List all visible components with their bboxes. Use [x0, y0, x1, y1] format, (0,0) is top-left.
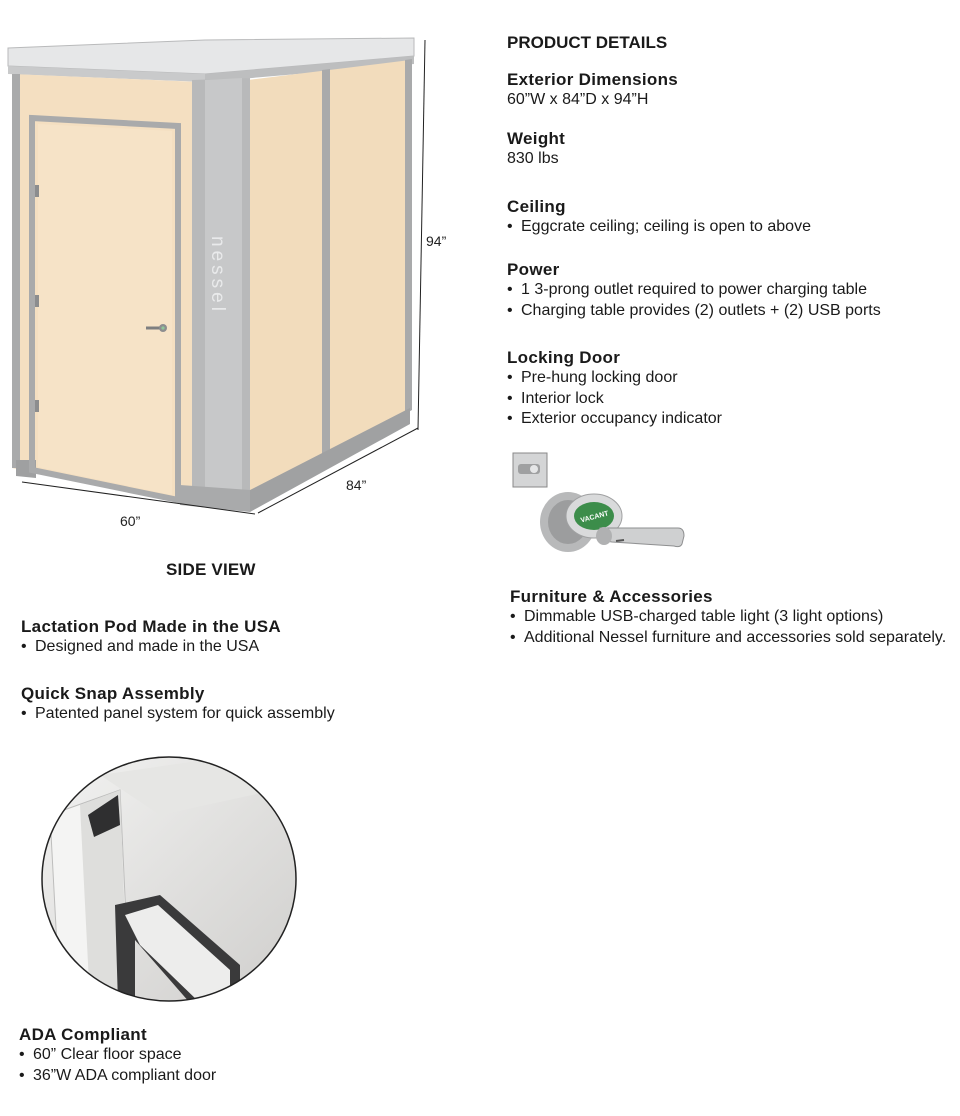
list-item: • Eggcrate ceiling; ceiling is open to above — [507, 218, 811, 235]
list-item: • 1 3-prong outlet required to power charging table — [507, 281, 867, 298]
section-heading: Furniture & Accessories — [510, 587, 713, 606]
section-heading: Power — [507, 260, 560, 279]
product-details-title: PRODUCT DETAILS — [507, 33, 668, 52]
section-locking-door — [507, 348, 722, 430]
section-heading: Ceiling — [507, 197, 566, 216]
dim-width: 60” — [120, 513, 141, 529]
section-heading: Exterior Dimensions — [507, 70, 679, 89]
section-heading: ADA Compliant — [19, 1025, 147, 1044]
door-lock-image — [512, 452, 692, 572]
panel-detail-image — [40, 755, 298, 1003]
section-weight — [507, 129, 565, 170]
pod-illustration — [0, 30, 470, 530]
side-view-label: SIDE VIEW — [166, 560, 256, 579]
section-ceiling — [507, 197, 811, 238]
list-item: • Pre-hung locking door — [507, 369, 678, 386]
section-ada-compliant — [19, 1025, 216, 1086]
section-furniture-accessories — [510, 587, 950, 648]
dim-depth: 84” — [346, 477, 367, 493]
list-item: • Designed and made in the USA — [21, 638, 260, 655]
list-item: • Interior lock — [507, 389, 604, 407]
section-heading: Weight — [507, 129, 566, 148]
section-quick-snap-assembly — [21, 684, 335, 725]
section-heading: Lactation Pod Made in the USA — [21, 617, 281, 636]
section-heading: Locking Door — [507, 348, 621, 367]
section-power — [507, 260, 881, 321]
list-item: • Dimmable USB-charged table light (3 light options) — [510, 608, 884, 625]
section-text: 830 lbs — [507, 150, 559, 167]
section-heading: Quick Snap Assembly — [21, 684, 205, 703]
pod-brand-text: nessel — [207, 236, 228, 315]
section-made-in-usa — [21, 617, 281, 658]
list-item: • Charging table provides (2) outlets + (2) USB ports — [507, 301, 881, 319]
dim-height: 94” — [426, 233, 447, 249]
list-item: • 36”W ADA compliant door — [19, 1066, 217, 1084]
list-item: • Exterior occupancy indicator — [507, 410, 722, 427]
section-exterior-dimensions — [507, 70, 678, 111]
list-item: • 60” Clear floor space — [19, 1046, 182, 1063]
list-item: • Patented panel system for quick assembly — [21, 705, 335, 722]
vacant-indicator: VACANT — [579, 510, 610, 525]
list-item: • Additional Nessel furniture and accessories sold separately. — [510, 628, 947, 646]
section-text: 60”W x 84”D x 94”H — [507, 91, 649, 108]
